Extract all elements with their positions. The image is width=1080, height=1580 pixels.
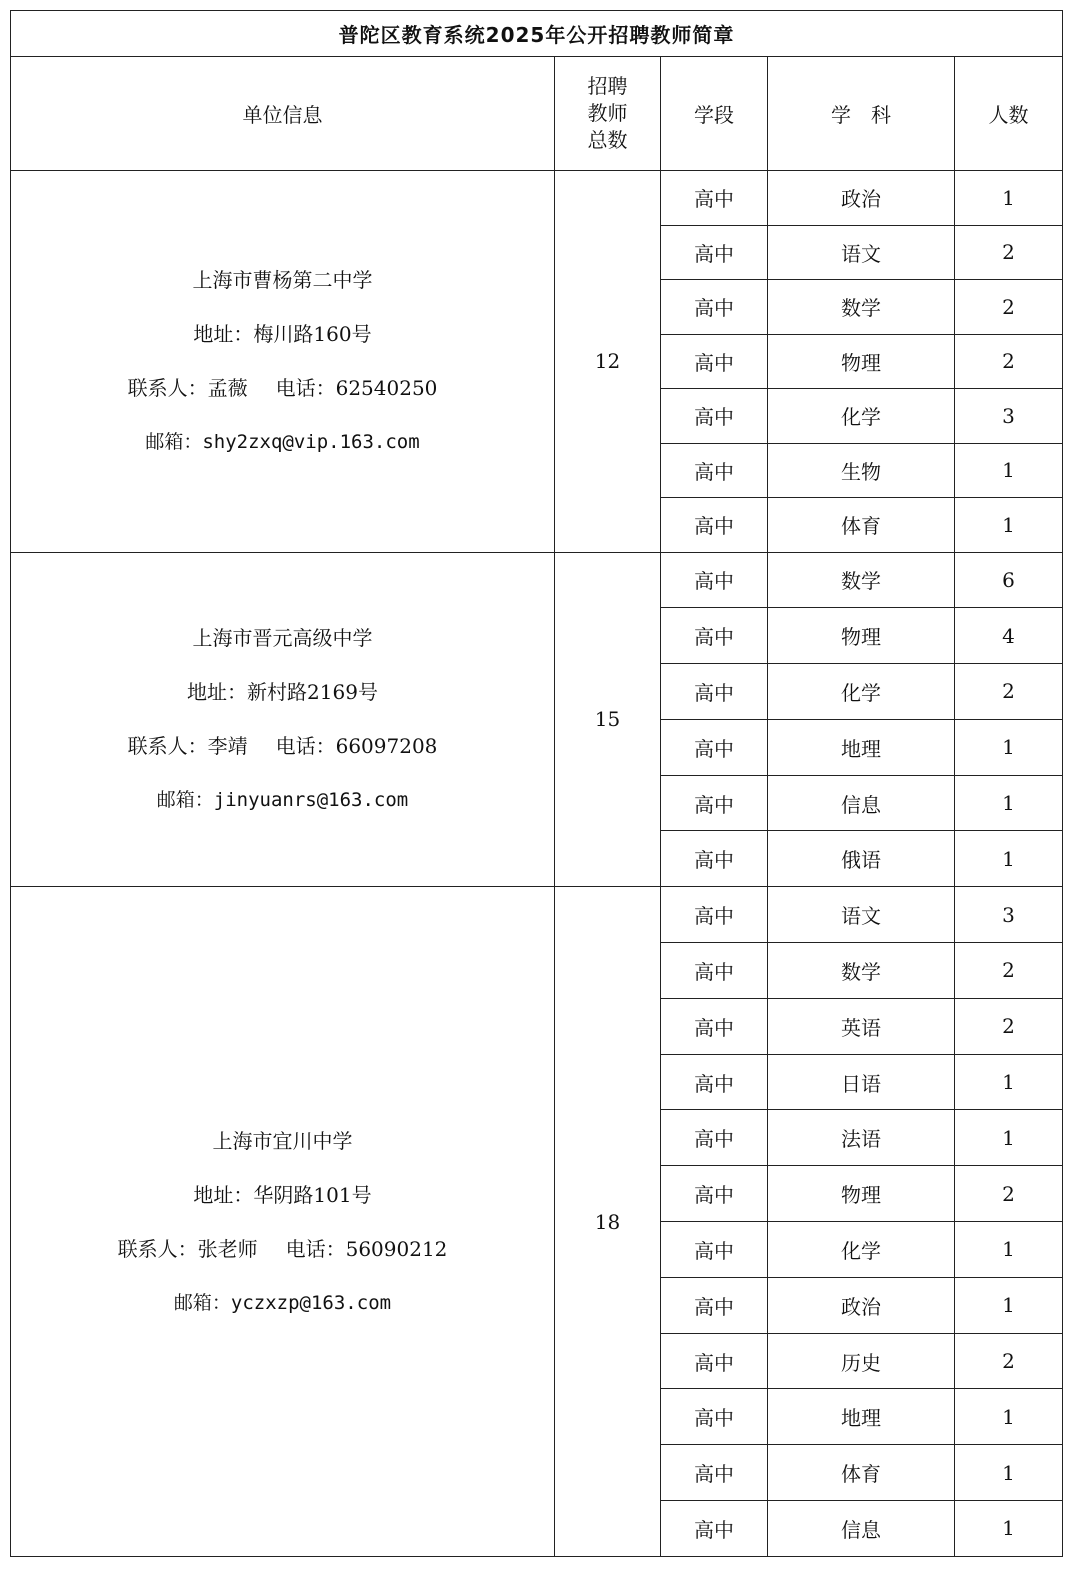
school-email: 邮箱：shy2zxq@vip.163.com: [145, 431, 420, 454]
subject-cell: 化学: [768, 664, 955, 720]
school-phone: 电话：66097208: [275, 734, 438, 759]
subject-cell: 物理: [768, 608, 955, 664]
count-cell: 3: [955, 389, 1063, 444]
stage-cell: 高中: [661, 1054, 768, 1110]
school-name: 上海市曹杨第二中学: [192, 268, 373, 293]
school-email: 邮箱：jinyuanrs@163.com: [156, 789, 409, 812]
subject-cell: 语文: [768, 225, 955, 280]
school-contact: 联系人：张老师: [117, 1236, 258, 1261]
header-count: 人数: [955, 57, 1063, 171]
count-cell: 1: [955, 1501, 1063, 1557]
count-cell: 1: [955, 719, 1063, 775]
stage-cell: 高中: [661, 389, 768, 444]
count-cell: 4: [955, 608, 1063, 664]
stage-cell: 高中: [661, 334, 768, 389]
table-row: [11, 887, 1063, 943]
count-cell: 2: [955, 1166, 1063, 1222]
school-email: 邮箱：yczxzp@163.com: [173, 1291, 392, 1314]
stage-cell: 高中: [661, 498, 768, 553]
count-cell: 2: [955, 943, 1063, 999]
count-cell: 1: [955, 498, 1063, 553]
subject-cell: 地理: [768, 719, 955, 775]
school-contact: 联系人：孟薇: [127, 376, 248, 401]
subject-cell: 政治: [768, 171, 955, 226]
header-total-line: 总数: [587, 128, 628, 152]
subject-cell: 物理: [768, 334, 955, 389]
subject-cell: 物理: [768, 1166, 955, 1222]
count-cell: 1: [955, 1054, 1063, 1110]
header-total-teachers: [555, 57, 661, 171]
stage-cell: 高中: [661, 887, 768, 943]
stage-cell: 高中: [661, 664, 768, 720]
unit-info-cell: [11, 887, 555, 1557]
stage-cell: 高中: [661, 280, 768, 335]
total-teachers-cell: 15: [555, 552, 661, 887]
subject-cell: 数学: [768, 280, 955, 335]
subject-cell: 体育: [768, 1445, 955, 1501]
count-cell: 1: [955, 1389, 1063, 1445]
stage-cell: 高中: [661, 943, 768, 999]
header-subject: 学 科: [768, 57, 955, 171]
stage-cell: 高中: [661, 1110, 768, 1166]
subject-cell: 化学: [768, 389, 955, 444]
subject-cell: 生物: [768, 443, 955, 498]
count-cell: 2: [955, 664, 1063, 720]
subject-cell: 日语: [768, 1054, 955, 1110]
stage-cell: 高中: [661, 608, 768, 664]
school-contact-line: [11, 361, 554, 415]
subject-cell: 信息: [768, 1501, 955, 1557]
subject-cell: 法语: [768, 1110, 955, 1166]
header-total-line: 招聘: [587, 74, 628, 98]
count-cell: 2: [955, 280, 1063, 335]
count-cell: 1: [955, 443, 1063, 498]
school-name: 上海市宜川中学: [212, 1128, 353, 1153]
stage-cell: 高中: [661, 1445, 768, 1501]
subject-cell: 地理: [768, 1389, 955, 1445]
stage-cell: 高中: [661, 1277, 768, 1333]
count-cell: 1: [955, 775, 1063, 831]
stage-cell: 高中: [661, 443, 768, 498]
school-contact-line: [11, 719, 554, 773]
table-row: [11, 552, 1063, 608]
total-teachers-cell: 18: [555, 887, 661, 1557]
subject-cell: 信息: [768, 775, 955, 831]
header-stage: 学段: [661, 57, 768, 171]
stage-cell: 高中: [661, 1389, 768, 1445]
count-cell: 1: [955, 1110, 1063, 1166]
stage-cell: 高中: [661, 552, 768, 608]
count-cell: 6: [955, 552, 1063, 608]
subject-cell: 数学: [768, 552, 955, 608]
stage-cell: 高中: [661, 1501, 768, 1557]
stage-cell: 高中: [661, 775, 768, 831]
count-cell: 2: [955, 998, 1063, 1054]
school-contact-line: [11, 1222, 554, 1276]
count-cell: 2: [955, 334, 1063, 389]
stage-cell: 高中: [661, 171, 768, 226]
count-cell: 1: [955, 171, 1063, 226]
subject-cell: 语文: [768, 887, 955, 943]
school-phone: 电话：62540250: [275, 376, 438, 401]
table-row: [11, 171, 1063, 226]
stage-cell: 高中: [661, 1222, 768, 1278]
subject-cell: 英语: [768, 998, 955, 1054]
school-address: 地址：梅川路160号: [193, 322, 372, 347]
subject-cell: 体育: [768, 498, 955, 553]
school-contact: 联系人：李靖: [127, 734, 248, 759]
header-unit-info: 单位信息: [11, 57, 555, 171]
stage-cell: 高中: [661, 1166, 768, 1222]
unit-info-cell: [11, 552, 555, 887]
count-cell: 3: [955, 887, 1063, 943]
count-cell: 2: [955, 225, 1063, 280]
school-phone: 电话：56090212: [285, 1236, 448, 1261]
stage-cell: 高中: [661, 719, 768, 775]
count-cell: 1: [955, 831, 1063, 887]
count-cell: 1: [955, 1445, 1063, 1501]
school-address: 地址：新村路2169号: [187, 680, 378, 705]
subject-cell: 化学: [768, 1222, 955, 1278]
unit-info-cell: [11, 171, 555, 553]
school-address: 地址：华阴路101号: [193, 1182, 372, 1207]
stage-cell: 高中: [661, 831, 768, 887]
total-teachers-cell: 12: [555, 171, 661, 553]
subject-cell: 政治: [768, 1277, 955, 1333]
subject-cell: 俄语: [768, 831, 955, 887]
stage-cell: 高中: [661, 998, 768, 1054]
count-cell: 2: [955, 1333, 1063, 1389]
header-row: [11, 57, 1063, 171]
subject-cell: 数学: [768, 943, 955, 999]
subject-cell: 历史: [768, 1333, 955, 1389]
header-total-line: 教师: [587, 101, 628, 125]
count-cell: 1: [955, 1277, 1063, 1333]
recruitment-table: [10, 10, 1063, 1557]
count-cell: 1: [955, 1222, 1063, 1278]
page-title: 普陀区教育系统2025年公开招聘教师简章: [11, 11, 1063, 57]
school-name: 上海市晋元高级中学: [192, 626, 373, 651]
stage-cell: 高中: [661, 225, 768, 280]
stage-cell: 高中: [661, 1333, 768, 1389]
